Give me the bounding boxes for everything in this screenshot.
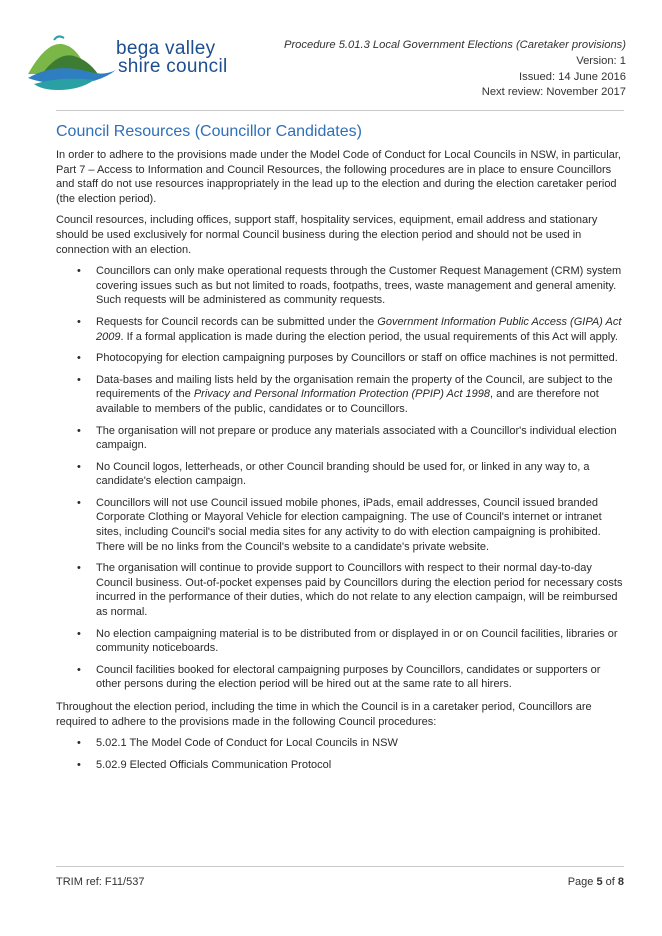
procedure-title: Procedure 5.01.3 Local Government Elections (Caretaker provisions)	[283, 39, 626, 51]
list-item: • Data-bases and mailing lists held by the organisation remain the property of the Council, are subject to the requirements of the Privacy and Personal Information Protection (PPIP) Act 1998, and are therefore not available to members of the public, candidates or to Councillors.	[77, 373, 613, 415]
document-body	[56, 122, 624, 780]
list-item: • Councillors can only make operational requests through the Customer Request Management (CRM) system covering issues such as but not limited to roads, footpaths, trees, waste management and general amenity. Such requests will be administered as community requests.	[77, 265, 622, 307]
page-total: 8	[617, 876, 624, 888]
bullet-icon: •	[77, 352, 81, 365]
page-footer	[56, 876, 624, 888]
logo-landscape-icon	[28, 34, 118, 92]
logo-line-1: bega valley	[116, 38, 216, 59]
section-heading: Council Resources (Councillor Candidates)	[56, 123, 362, 140]
procedures-list	[56, 736, 624, 772]
page-number: 5	[596, 876, 603, 888]
document-meta	[284, 38, 626, 101]
act-name-gipa: Government Information Public Access (GIPA) Act 2009	[96, 315, 622, 343]
list-item: • 5.02.1 The Model Code of Conduct for Local Councils in NSW	[77, 737, 398, 750]
outro-paragraph: Throughout the election period, including the time in which the Council is in a caretaker period, Councillors are required to adhere to the provisions made in the following Council procedures:	[56, 701, 592, 728]
logo-line-2: shire council	[118, 56, 228, 77]
header-divider	[56, 110, 624, 111]
list-item: • The organisation will not prepare or produce any materials associated with a Councillor's individual election campaign.	[77, 424, 617, 452]
next-review-date: Next review: November 2017	[481, 86, 626, 99]
list-item: • No election campaigning material is to be distributed from or displayed in or on Council facilities, libraries or community noticeboards.	[77, 627, 618, 655]
list-item: • 5.02.9 Elected Officials Communication Protocol	[77, 758, 332, 771]
resource-rules-list	[56, 264, 624, 692]
bullet-icon: •	[77, 562, 81, 575]
issued-date: Issued: 14 June 2016	[519, 70, 626, 83]
bullet-icon: •	[77, 758, 81, 771]
bullet-icon: •	[77, 737, 81, 750]
act-name-ppip: Privacy and Personal Information Protection (PPIP) Act 1998	[193, 388, 490, 401]
trim-reference: TRIM ref: F11/537	[56, 876, 145, 888]
list-item: • The organisation will continue to provide support to Councillors with respect to their normal day-to-day Council business. Out-of-pocket expenses paid by Councillors during the election period for necessary costs incurred in the performance of their duties, which do not relate to any election campaign, will be reimbursed as normal.	[77, 562, 623, 619]
bullet-icon: •	[77, 373, 81, 386]
page-header	[0, 0, 662, 110]
bullet-icon: •	[77, 424, 81, 437]
council-logo	[28, 34, 258, 94]
list-item: • Photocopying for election campaigning purposes by Councillors or staff on office machines is not permitted.	[77, 352, 618, 365]
bullet-icon: •	[77, 663, 81, 676]
footer-divider	[56, 866, 624, 867]
bullet-icon: •	[77, 265, 81, 278]
logo-text	[116, 40, 228, 76]
intro-paragraph-1: In order to adhere to the provisions made under the Model Code of Conduct for Local Councils in NSW, in particular, Part 7 – Access to Information and Council Resources, the following procedures are in place to ensure Councillors and staff do not use resources inappropriately in the lead up to the election and during the election caretaker period (the election period).	[56, 149, 621, 205]
bullet-icon: •	[77, 627, 81, 640]
version-label: Version: 1	[576, 54, 626, 67]
bullet-icon: •	[77, 496, 81, 509]
list-item: • No Council logos, letterheads, or other Council branding should be used for, or linked in any way to, a candidate's election campaign.	[77, 460, 590, 488]
bullet-icon: •	[77, 315, 81, 328]
page-indicator: Page 5 of 8	[567, 876, 624, 888]
bullet-icon: •	[77, 460, 81, 473]
list-item: • Councillors will not use Council issued mobile phones, iPads, email addresses, Council issued branded Corporate Clothing or Mayoral Vehicle for election campaigning. The use of Council's internet or intranet sites, including Council's social media sites for any activity to do with election campaigning is prohibited. There will be no links from the Council's website to a candidate's private website.	[77, 496, 602, 553]
list-item: • Requests for Council records can be submitted under the Government Information Public Access (GIPA) Act 2009. If a formal application is made during the election period, the usual requirements of this Act will apply.	[77, 315, 622, 343]
intro-paragraph-2: Council resources, including offices, support staff, hospitality services, equipment, email address and stationary should be used exclusively for normal Council business during the election period and should not be used in connection with an election.	[56, 214, 598, 256]
list-item: • Council facilities booked for electoral campaigning purposes by Councillors, candidates or supporters or other persons during the election period will be hired out at the same rate to all hirers.	[77, 663, 601, 691]
